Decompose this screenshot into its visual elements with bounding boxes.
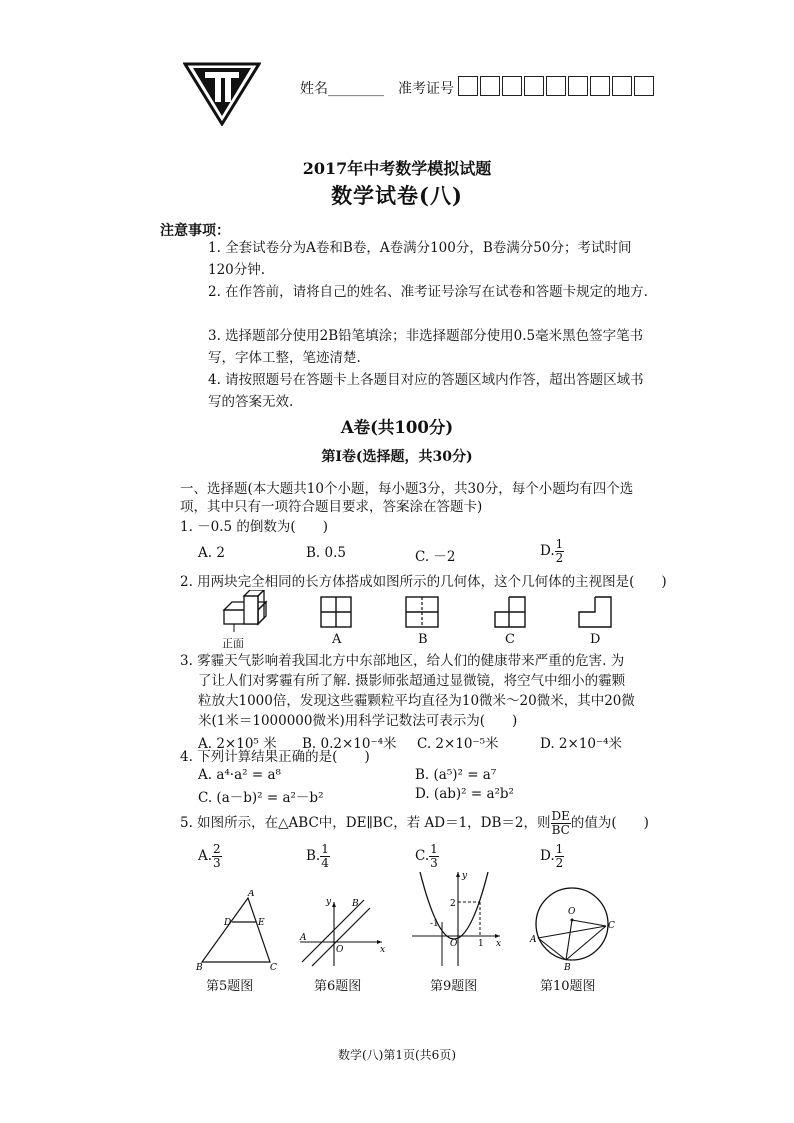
fig9-caption: 第9题图 bbox=[430, 979, 478, 994]
q5-option-a: A. $\frac{2}{3}$ bbox=[198, 842, 221, 870]
q2-label-d: D bbox=[590, 632, 601, 647]
q2-stem: 2. 用两块完全相同的长方体搭成如图所示的几何体，这个几何体的主视图是( ) bbox=[180, 574, 667, 590]
fig9-label: 2 bbox=[450, 899, 456, 909]
fig5-label: D bbox=[224, 918, 232, 928]
fig6-label: B bbox=[352, 899, 359, 909]
fig5-triangle bbox=[190, 890, 280, 976]
exam-title: 2017年中考数学模拟试题 bbox=[302, 159, 492, 178]
q2-label-a: A bbox=[332, 632, 342, 647]
q2-view-a bbox=[320, 596, 352, 632]
fig5-label: E bbox=[258, 918, 265, 928]
q5-option-b: B. $\frac{1}{4}$ bbox=[306, 842, 329, 870]
fig9-parabola bbox=[406, 866, 506, 974]
fig5-caption: 第5题图 bbox=[206, 979, 254, 994]
q2-view-b bbox=[405, 596, 439, 632]
q3-option-b: B. 0.2×10⁻⁴米 bbox=[302, 736, 397, 752]
fig6-caption: 第6题图 bbox=[314, 979, 362, 994]
q3-option-d: D. 2×10⁻⁴米 bbox=[540, 736, 623, 752]
fig5-label: A bbox=[248, 890, 255, 899]
fig10-label: C bbox=[608, 921, 615, 931]
notes-heading: 注意事项： bbox=[160, 223, 230, 239]
exam-id-label: 准考证号 bbox=[398, 81, 454, 97]
fig9-label: x bbox=[496, 939, 502, 949]
note-item: 2. 在作答前，请将自己的姓名、准考证号涂写在试卷和答题卡规定的地方. bbox=[208, 284, 648, 300]
fig10-label: B bbox=[564, 963, 571, 970]
fig9-label: O bbox=[450, 939, 458, 949]
q1-option-b: B. 0.5 bbox=[306, 545, 346, 561]
q2-label-b: B bbox=[418, 632, 428, 647]
fig6-label: y bbox=[326, 897, 332, 907]
q1-stem: 1. －0.5 的倒数为( ) bbox=[180, 519, 328, 535]
q2-front-label: 正面 bbox=[222, 637, 244, 650]
q1-option-d: D. $\frac{1}{2}$ bbox=[540, 537, 564, 565]
fig5-label: B bbox=[196, 963, 203, 972]
fig10-label: O bbox=[568, 907, 576, 917]
q2-view-d bbox=[578, 596, 612, 632]
fig10-caption: 第10题图 bbox=[540, 979, 596, 994]
fig6-label: A bbox=[300, 933, 307, 943]
fig10-label: A bbox=[530, 935, 537, 945]
note-item: 4. 请按照题号在答题卡上各题目对应的答题区域内作答，超出答题区域书写的答案无效. bbox=[208, 372, 644, 410]
fig5-label: C bbox=[270, 963, 277, 972]
q2-solid-figure bbox=[220, 590, 276, 640]
q4-stem: 4. 下列计算结果正确的是( ) bbox=[180, 749, 370, 765]
paper-title: 数学试卷(八) bbox=[331, 183, 463, 208]
fig6-graph bbox=[292, 890, 392, 976]
q2-label-c: C bbox=[505, 632, 515, 647]
page-footer: 数学(八)第1页(共6页) bbox=[338, 1048, 456, 1062]
q5-option-d: D. $\frac{1}{2}$ bbox=[540, 842, 564, 870]
q5-stem: 5. 如图所示，在△ABC中，DE∥BC，若 AD＝1，DB＝2，则 $\frac{DE}{BC}$ 的值为( ) bbox=[180, 809, 649, 837]
section-a-title: A卷(共100分) bbox=[340, 418, 454, 437]
q4-option-c: C. (a－b)² = a²－b² bbox=[198, 790, 324, 806]
fig10-circle bbox=[528, 880, 618, 974]
fig6-label: O bbox=[336, 945, 344, 955]
fig9-label: 1 bbox=[478, 939, 484, 949]
q3-stem-line: 米(1米＝1000000微米)用科学记数法可表示为( ) bbox=[198, 713, 518, 729]
publisher-logo bbox=[183, 62, 261, 126]
q3-stem-line: 了让人们对雾霾有所了解. 摄影师张超通过显微镜，将空气中细小的霾颗 bbox=[198, 673, 626, 689]
part1-intro-line1: 一、选择题(本大题共10个小题，每小题3分，共30分，每个小题均有四个选 bbox=[180, 481, 634, 497]
note-item: 1. 全套试卷分为A卷和B卷，A卷满分100分，B卷满分50分；考试时间120分钟. bbox=[208, 240, 632, 278]
q2-view-c bbox=[494, 596, 526, 632]
fig9-label: -1 bbox=[430, 919, 439, 929]
q1-option-a: A. 2 bbox=[198, 545, 225, 561]
fig9-label: y bbox=[462, 871, 468, 881]
q5-option-c: C. $\frac{1}{3}$ bbox=[415, 842, 438, 870]
q4-option-a: A. a⁴·a² = a⁸ bbox=[198, 767, 281, 783]
section-1-title: 第Ⅰ卷(选择题，共30分) bbox=[321, 449, 473, 465]
fig6-label: x bbox=[380, 945, 386, 955]
q3-stem-line: 粒放大1000倍，发现这些霾颗粒平均直径为10微米～20微米，其中20微 bbox=[198, 693, 635, 709]
part1-intro-line2: 项，其中只有一项符合题目要求，答案涂在答题卡) bbox=[180, 499, 483, 515]
q1-option-c: C. －2 bbox=[415, 549, 456, 565]
q3-option-c: C. 2×10⁻⁵米 bbox=[417, 736, 499, 752]
q4-option-b: B. (a⁵)² = a⁷ bbox=[415, 767, 497, 783]
q4-option-d: D. (ab)² = a²b² bbox=[415, 786, 514, 802]
name-field-label: 姓名________ bbox=[300, 81, 384, 97]
exam-id-boxes bbox=[458, 76, 656, 96]
note-item: 3. 选择题部分使用2B铅笔填涂；非选择题部分使用0.5毫米黑色签字笔书写，字体工整，笔迹清楚. bbox=[208, 328, 644, 366]
q3-stem-line: 3. 雾霾天气影响着我国北方中东部地区，给人们的健康带来严重的危害. 为 bbox=[180, 653, 625, 669]
q3-option-a: A. 2×10⁵ 米 bbox=[198, 736, 277, 752]
